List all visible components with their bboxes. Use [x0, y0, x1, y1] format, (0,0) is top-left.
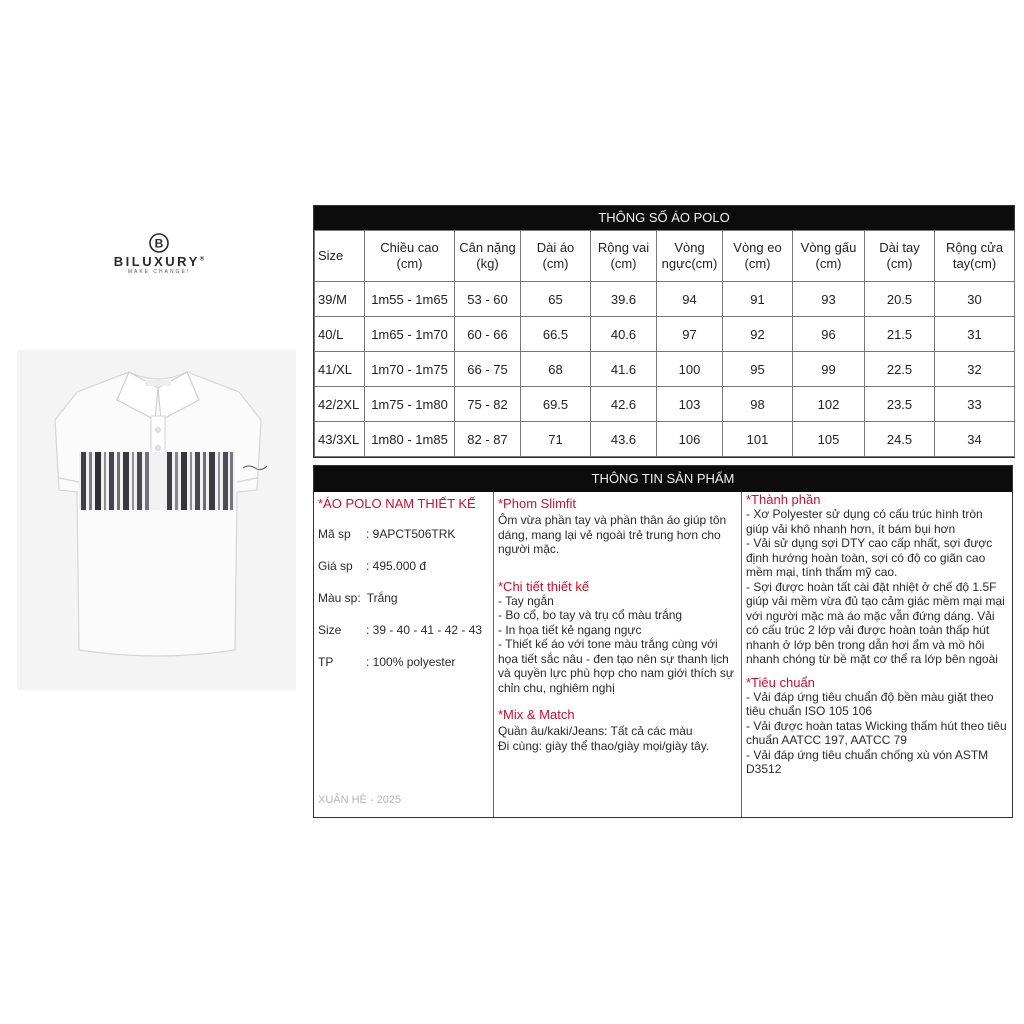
- sku-value: : 9APCT506TRK: [366, 527, 456, 541]
- brand-monogram-icon: [149, 233, 169, 253]
- product-info-panel: [313, 465, 1013, 818]
- size-row: [318, 623, 493, 637]
- design-item: - Tay ngắn: [498, 593, 554, 608]
- spec-cell: 23.5: [865, 387, 935, 422]
- size-label: Size: [318, 623, 342, 637]
- spec-cell: 68: [521, 352, 591, 387]
- composition-item: - Vải sử dụng sợi DTY cao cấp nhất, sợi được định hướng hoàn toàn, sợi có độ co giãn cao mềm mại, tính thẩm mỹ cao.: [746, 536, 993, 579]
- spec-header-text: Vòng eo: [733, 240, 782, 255]
- spec-header-text: (cm): [886, 256, 913, 271]
- spec-cell: 106: [657, 422, 723, 457]
- spec-cell: 42.6: [591, 387, 657, 422]
- spec-header-cell: [315, 231, 365, 282]
- design-item: - Bo cổ, bo tay và trụ cổ màu trắng: [498, 608, 683, 622]
- spec-cell: 20.5: [865, 282, 935, 317]
- product-info-title: THÔNG TIN SẢN PHẨM: [314, 466, 1012, 492]
- product-basic-info: [314, 492, 494, 817]
- spec-header-row: [315, 231, 1015, 282]
- spec-header-text: Cân nặng: [459, 240, 516, 255]
- spec-header-text: tay(cm): [952, 256, 997, 271]
- spec-cell: 41.6: [591, 352, 657, 387]
- composition-item: giúp vải mềm vừa đủ tạo cảm giác mềm mại mại với người mặc mà áo mặc vẫn đứng dáng. Vải có cấu trúc 2 lớp vải được hoàn toàn thấp hút nhanh ở lớp bên trong dẫn hơi ẩm và mồ hôi nhanh chóng từ bề mặt cơ thể ra lớp bên ngoài: [746, 594, 1005, 666]
- spec-header-text: ngực(cm): [661, 256, 718, 271]
- spec-size-cell: 41/XL: [315, 352, 365, 387]
- spec-cell: 66 - 75: [455, 352, 521, 387]
- brand-logo: [100, 233, 218, 275]
- product-design-info: [494, 492, 742, 817]
- design-title: *Chi tiết thiết kế: [498, 578, 590, 594]
- spec-cell: 99: [793, 352, 865, 387]
- mix-item: Đi cùng: giày thể thao/giày mọi/giày tây.: [498, 738, 710, 753]
- spec-cell: 95: [723, 352, 793, 387]
- product-image: [17, 350, 296, 690]
- spec-cell: 1m75 - 1m80: [365, 387, 455, 422]
- spec-header-text: Dài áo: [536, 240, 575, 255]
- design-list: [498, 594, 737, 696]
- spec-row: [315, 317, 1015, 352]
- spec-size-cell: 39/M: [315, 282, 365, 317]
- spec-header-text: (cm): [396, 256, 423, 271]
- material-label: TP: [318, 655, 334, 669]
- spec-header-cell: [657, 231, 723, 282]
- spec-cell: 1m65 - 1m70: [365, 317, 455, 352]
- spec-cell: 105: [793, 422, 865, 457]
- spec-grid: [314, 230, 1015, 457]
- spec-cell: 31: [935, 317, 1015, 352]
- spec-row: [315, 387, 1015, 422]
- standard-item: - Vải đáp ứng tiêu chuẩn độ bền màu giặt theo tiêu chuẩn ISO 105 106: [746, 689, 994, 718]
- spec-cell: 69.5: [521, 387, 591, 422]
- spec-header-text: Rộng cửa: [945, 240, 1004, 255]
- spec-cell: 53 - 60: [455, 282, 521, 317]
- spec-cell: 1m55 - 1m65: [365, 282, 455, 317]
- standard-list: [746, 690, 1008, 777]
- spec-cell: 66.5: [521, 317, 591, 352]
- spec-cell: 94: [657, 282, 723, 317]
- spec-header-text: (cm): [542, 256, 569, 271]
- spec-row: [315, 422, 1015, 457]
- spec-header-text: Chiều cao: [380, 240, 439, 255]
- spec-header-text: Rộng vai: [597, 240, 650, 255]
- spec-header-text: Size: [318, 248, 344, 263]
- spec-header-text: Dài tay: [879, 240, 920, 255]
- fit-text: Ôm vừa phần tay và phần thân áo giúp tôn dáng, mang lại vẻ ngoài trẻ trung hơn cho người mặc.: [498, 513, 727, 556]
- spec-header-cell: [935, 231, 1015, 282]
- spec-cell: 91: [723, 282, 793, 317]
- spec-cell: 97: [657, 317, 723, 352]
- spec-header-text: (cm): [744, 256, 771, 271]
- size-spec-table: [313, 205, 1015, 458]
- spec-cell: 71: [521, 422, 591, 457]
- standard-item: - Vải được hoàn tatas Wicking thấm hút theo tiêu chuẩn AATCC 197, AATCC 79: [746, 718, 1007, 747]
- material-value: : 100% polyester: [366, 655, 456, 669]
- spec-row: [315, 352, 1015, 387]
- spec-cell: 34: [935, 422, 1015, 457]
- spec-size-cell: 40/L: [315, 317, 365, 352]
- product-material-info: [742, 492, 1012, 817]
- spec-cell: 22.5: [865, 352, 935, 387]
- svg-text:B: B: [154, 236, 164, 251]
- spec-cell: 92: [723, 317, 793, 352]
- mix-title: *Mix & Match: [498, 707, 575, 722]
- composition-item: - Sợi được hoàn tất cài đặt nhiệt ở chế độ 1.5F: [746, 579, 997, 594]
- spec-size-cell: 42/2XL: [315, 387, 365, 422]
- composition-item: - Xơ Polyester sử dụng có cấu trúc hình tròn giúp vải khô nhanh hơn, ít bám bụi hơn: [746, 507, 983, 536]
- fit-title: *Phom Slimfit: [498, 496, 577, 511]
- spec-cell: 43.6: [591, 422, 657, 457]
- design-item: - In họa tiết kẻ ngang ngực: [498, 622, 642, 637]
- design-item: - Thiết kế áo với tone màu trắng cùng với họa tiết sắc nâu - đen tạo nên sự thanh lịch và quyền lực phù hợp cho nam giới thích sự chỉn chu, nghiêm nghị: [498, 637, 734, 695]
- spec-cell: 82 - 87: [455, 422, 521, 457]
- color-label: Màu sp:: [318, 591, 361, 605]
- spec-header-text: Vòng: [674, 240, 705, 255]
- price-value: : 495.000 đ: [366, 559, 427, 573]
- standard-item: - Vải đáp ứng tiêu chuẩn chống xù vón ASTM D3512: [746, 747, 989, 776]
- color-value: Trắng: [366, 591, 398, 605]
- brand-name: BILUXURY®: [113, 254, 205, 269]
- spec-cell: 102: [793, 387, 865, 422]
- spec-header-cell: [521, 231, 591, 282]
- composition-title: *Thành phần: [746, 492, 821, 507]
- spec-table-title: THÔNG SỐ ÁO POLO: [314, 206, 1014, 230]
- spec-cell: 40.6: [591, 317, 657, 352]
- polo-shirt-illustration: [17, 350, 296, 690]
- spec-header-cell: [723, 231, 793, 282]
- mix-item: Quần âu/kaki/Jeans: Tất cả các màu: [498, 724, 693, 738]
- spec-cell: 100: [657, 352, 723, 387]
- spec-row: [315, 282, 1015, 317]
- size-value: : 39 - 40 - 41 - 42 - 43: [366, 623, 483, 637]
- composition-list: [746, 507, 1008, 667]
- spec-cell: 93: [793, 282, 865, 317]
- spec-cell: 75 - 82: [455, 387, 521, 422]
- material-row: [318, 655, 493, 669]
- spec-size-cell: 43/3XL: [315, 422, 365, 457]
- spec-header-cell: [793, 231, 865, 282]
- product-name: *ÁO POLO NAM THIẾT KẾ: [318, 496, 476, 511]
- spec-cell: 1m70 - 1m75: [365, 352, 455, 387]
- spec-cell: 39.6: [591, 282, 657, 317]
- sku-label: Mã sp: [318, 527, 351, 541]
- spec-cell: 98: [723, 387, 793, 422]
- spec-cell: 32: [935, 352, 1015, 387]
- spec-header-cell: [455, 231, 521, 282]
- spec-header-text: (cm): [610, 256, 637, 271]
- stripe-pattern: [79, 452, 235, 510]
- spec-cell: 24.5: [865, 422, 935, 457]
- season-label: XUÂN HÈ - 2025: [318, 794, 402, 806]
- mix-list: [498, 724, 737, 753]
- spec-cell: 21.5: [865, 317, 935, 352]
- spec-cell: 33: [935, 387, 1015, 422]
- spec-cell: 65: [521, 282, 591, 317]
- spec-cell: 101: [723, 422, 793, 457]
- spec-cell: 103: [657, 387, 723, 422]
- spec-cell: 1m80 - 1m85: [365, 422, 455, 457]
- spec-header-cell: [865, 231, 935, 282]
- brand-tagline: MAKE CHANGE!: [127, 269, 191, 275]
- price-label: Giá sp: [318, 559, 353, 573]
- standard-title: *Tiêu chuẩn: [746, 674, 815, 690]
- price-row: [318, 559, 493, 573]
- spec-cell: 96: [793, 317, 865, 352]
- sku-row: [318, 527, 493, 541]
- color-row: [318, 591, 493, 605]
- spec-header-cell: [365, 231, 455, 282]
- spec-header-text: Vòng gấu: [800, 240, 857, 255]
- spec-header-cell: [591, 231, 657, 282]
- spec-header-text: (kg): [476, 256, 499, 271]
- spec-cell: 60 - 66: [455, 317, 521, 352]
- spec-header-text: (cm): [815, 256, 842, 271]
- spec-cell: 30: [935, 282, 1015, 317]
